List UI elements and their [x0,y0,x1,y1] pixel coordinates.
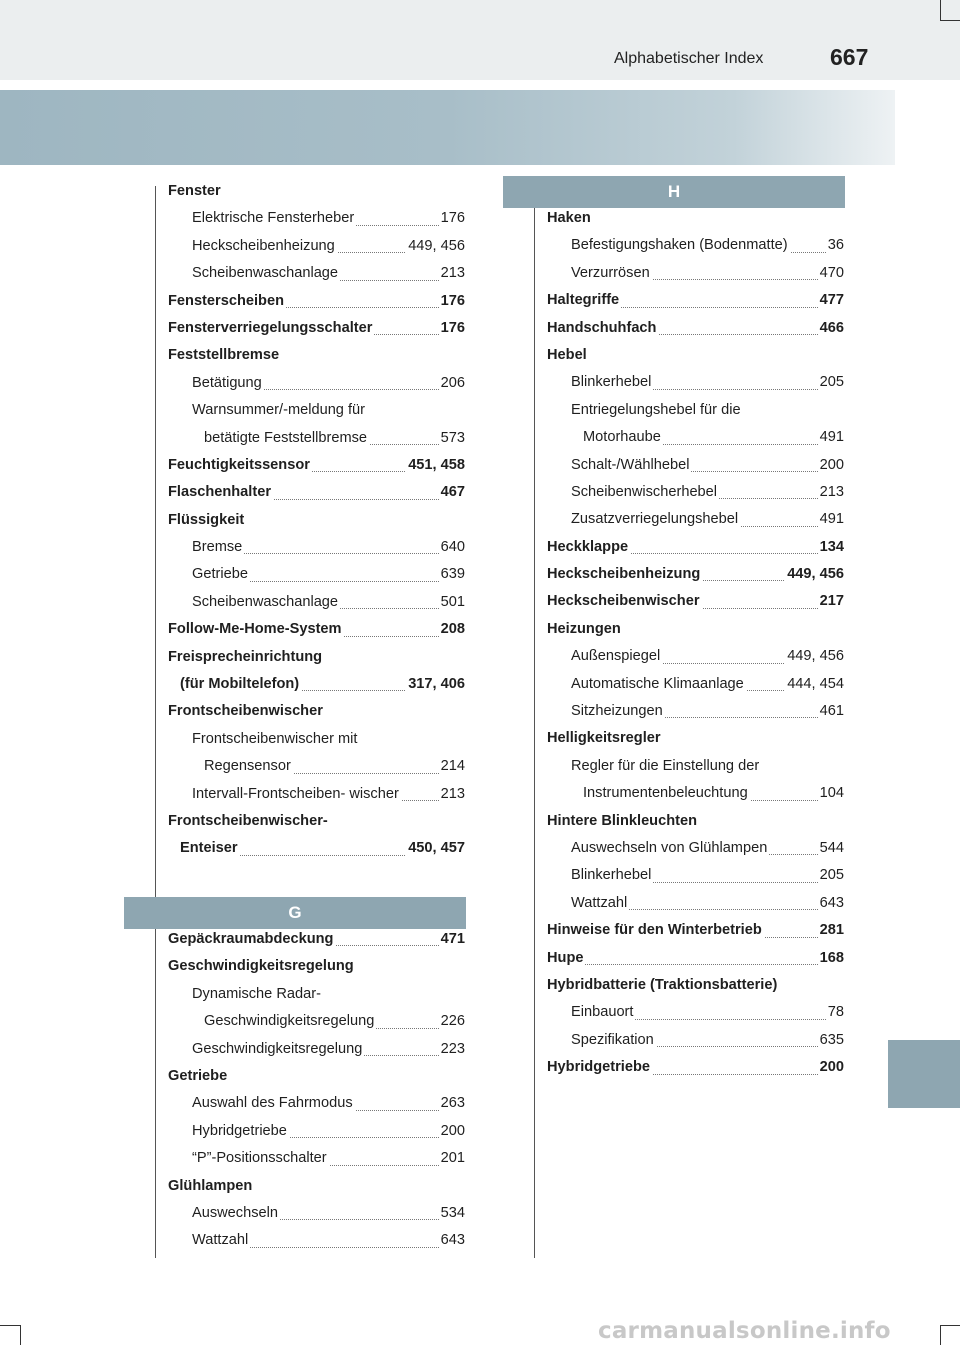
index-entry-page: 168 [819,949,844,966]
index-entry-term: Hinweise für den Winterbetrieb [547,922,762,939]
watermark-text: carmanualsonline.info [598,1318,891,1344]
index-entry-term: Geschwindigkeitsregelung [168,958,354,975]
index-entry [571,398,844,425]
index-entry [192,1091,465,1118]
index-entry [168,316,465,343]
index-entry-term: Auswechseln [192,1204,278,1221]
index-entry-page: 214 [440,758,465,775]
index-entry-term: Heizungen [547,620,621,637]
index-entry-term: Blinkerhebel [571,374,652,391]
index-entry [168,617,465,644]
index-entry-page: 461 [819,703,844,720]
index-entry-page: 471 [440,931,465,947]
index-entry-term: Scheibenwischerhebel [571,483,718,500]
index-entry [168,699,465,726]
index-entry-term: Fenster [168,183,221,199]
index-entry-term: Getriebe [168,1067,228,1084]
index-entry [192,1228,465,1255]
index-entry-term: Auswechseln von Glühlampen [571,839,768,856]
index-entry-page: 640 [440,539,465,556]
section-letter-h: H [503,176,845,208]
index-entry-term: Feststellbremse [168,347,280,364]
index-entry-term: Frontscheibenwischer [168,703,323,720]
index-entry-term: Wattzahl [571,894,628,911]
index-entry-term: Freisprecheinrichtung [168,648,323,665]
index-entry-term: Handschuhfach [547,319,657,336]
index-entry [547,918,844,945]
index-entry [571,1028,844,1055]
index-entry-page: 470 [819,264,844,281]
index-entry [583,425,844,452]
index-entry [168,954,465,981]
index-entry-page: 643 [819,894,844,911]
index-entry-term: Schalt-/Wählhebel [571,456,690,473]
index-entry [168,1174,465,1201]
index-entry [571,672,844,699]
index-entry [547,343,844,370]
index-entry-page: 208 [440,621,465,638]
index-entry [547,726,844,753]
index-entry [168,809,465,836]
index-entry-term: Motorhaube [583,429,661,446]
index-entry [583,781,844,808]
index-entry-page: 467 [440,484,465,501]
index-entry-term: Geschwindigkeitsregelung [192,1040,363,1057]
index-entry-page: 213 [819,483,844,500]
index-entry [204,1009,465,1036]
index-entry-page: 643 [440,1232,465,1249]
index-entry [571,1000,844,1027]
index-entry [192,590,465,617]
index-entry-term: Follow-Me-Home-System [168,621,342,638]
index-entry [168,1064,465,1091]
index-entry [571,261,844,288]
index-entry-page: 200 [440,1122,465,1139]
index-entry-term: Blinkerhebel [571,867,652,884]
index-entry [168,453,465,480]
index-entry-page: 635 [819,1031,844,1048]
index-entry-term: Glühlampen [168,1177,253,1194]
index-entry-page: 317, 406 [408,676,465,693]
index-entry [571,863,844,890]
index-entry [571,480,844,507]
index-entry-page: 205 [819,867,844,884]
index-entry-page: 544 [819,839,844,856]
index-entry-term: Bremse [192,539,243,556]
index-entry [192,1146,465,1173]
index-entry-term: Außenspiegel [571,648,661,665]
crop-mark [940,1325,960,1326]
index-entry-term: Heckklappe [547,538,629,555]
index-entry [547,589,844,616]
crop-mark [940,20,960,21]
index-entry-term: Heckscheibenheizung [547,566,701,583]
index-entry [192,1201,465,1228]
index-entry-page: 466 [819,319,844,336]
index-entry [168,645,465,672]
index-entry-term: Fensterscheiben [168,292,284,309]
index-entry-term: Hybridgetriebe [547,1059,650,1076]
index-entry-term: Flüssigkeit [168,511,245,528]
index-entry-page: 449, 456 [787,648,844,665]
index-entry [547,288,844,315]
index-entry [571,507,844,534]
index-entry-page: 223 [440,1040,465,1057]
index-entry-term: Befestigungshaken (Bodenmatte) [571,237,788,254]
index-entry-term: Getriebe [192,566,248,583]
index-entry [547,316,844,343]
index-entry-term: Hybridbatterie (Traktionsbatterie) [547,976,778,993]
index-entry-page: 263 [440,1095,465,1112]
index-entry-page: 206 [440,374,465,391]
index-entry-term: Flaschenhalter [168,484,272,501]
index-entry-term: Frontscheibenwischer mit [192,730,358,747]
index-entry-term: Sitzheizungen [571,703,663,720]
index-entry [547,206,844,233]
index-entry [192,371,465,398]
index-entry-page: 491 [819,511,844,528]
index-entry [192,727,465,754]
index-entry-term: Fensterverriegelungsschalter [168,319,373,336]
index-entry-page: 36 [827,237,844,254]
index-entry-page: 451, 458 [408,456,465,473]
index-entry [192,562,465,589]
index-entry-page: 205 [819,374,844,391]
dot-leader [547,964,844,965]
index-entry [547,562,844,589]
index-entry [168,480,465,507]
index-entry-page: 449, 456 [787,566,844,583]
index-entry-page: 176 [440,292,465,309]
index-entry [192,206,465,233]
index-entry [571,233,844,260]
index-entry-term: Elektrische Fensterheber [192,210,355,227]
index-entry [547,1055,844,1082]
index-entry-term: Frontscheibenwischer- [168,812,328,829]
index-entry-term: Enteiser [180,840,238,857]
index-entry [192,1119,465,1146]
index-entry-page: 201 [440,1150,465,1167]
index-entry-page: 573 [440,429,465,446]
index-entry [192,535,465,562]
index-entry [571,370,844,397]
index-entry-term: Haken [547,210,591,226]
index-entry [192,234,465,261]
index-entry [204,754,465,781]
crop-mark [940,0,941,20]
index-entry-page: 78 [827,1004,844,1021]
index-entry [571,836,844,863]
index-entry [180,672,465,699]
crop-mark [940,1325,941,1345]
crop-mark [20,1325,21,1345]
index-entry-page: 491 [819,429,844,446]
index-entry-page: 176 [440,319,465,336]
index-entry-page: 450, 457 [408,840,465,857]
index-entry-term: Betätigung [192,374,262,391]
index-entry-page: 134 [819,538,844,555]
index-entry-term: Heckscheibenheizung [192,237,335,254]
left-column-rule [155,186,156,1258]
index-entry-term: Hupe [547,949,584,966]
index-entry [204,426,465,453]
index-entry-term: Haltegriffe [547,292,620,309]
index-entry-term: Regensensor [204,758,291,775]
index-entry-page: 200 [819,456,844,473]
index-entry-term: Hintere Blinkleuchten [547,812,698,829]
index-entry-term: Scheibenwaschanlage [192,265,339,282]
index-entry [180,836,465,863]
header-band [0,0,960,80]
index-entry [547,617,844,644]
index-entry-term: Auswahl des Fahrmodus [192,1095,353,1112]
index-entry-page: 449, 456 [408,237,465,254]
index-entry-term: Einbauort [571,1004,634,1021]
index-entry-term: Intervall-Frontscheiben- wischer [192,785,399,802]
index-entry-term: Heckscheibenwischer [547,593,700,610]
index-entry-term: Zusatzverriegelungshebel [571,511,739,528]
index-entry [192,1037,465,1064]
index-entry-term: betätigte Feststellbremse [204,429,368,446]
index-entry [547,535,844,562]
index-entry-term: Spezifikation [571,1031,654,1048]
index-entry [571,644,844,671]
index-entry-page: 501 [440,593,465,610]
section-banner [0,90,895,165]
index-entry-term: Instrumentenbeleuchtung [583,785,748,802]
index-entry-page: 213 [440,265,465,282]
index-entry [571,699,844,726]
index-entry [571,891,844,918]
index-column-left-g [168,927,465,1256]
index-entry-term: Wattzahl [192,1232,249,1249]
index-entry-page: 213 [440,785,465,802]
index-entry [192,398,465,425]
index-entry [547,973,844,1000]
index-entry-term: (für Mobiltelefon) [180,676,300,693]
index-entry-term: Regler für die Einstellung der [571,757,760,774]
page-number: 667 [830,44,869,70]
right-column-rule [534,186,535,1258]
index-entry-page: 477 [819,292,844,309]
index-entry-page: 639 [440,566,465,583]
index-column-right-h [547,206,844,1083]
index-entry [547,946,844,973]
chapter-tab [888,1040,960,1108]
index-entry-term: Hybridgetriebe [192,1122,287,1139]
index-entry-term: Feuchtigkeitssensor [168,456,310,473]
index-entry-term: Warnsummer/-meldung für [192,402,366,419]
index-entry-term: Helligkeitsregler [547,730,661,747]
index-entry [571,754,844,781]
index-entry-page: 176 [440,210,465,227]
index-entry-term: “P”-Positionsschalter [192,1150,327,1167]
index-entry [168,343,465,370]
index-entry-page: 104 [819,785,844,802]
index-entry-term: Automatische Klimaanlage [571,675,744,692]
index-entry-page: 444, 454 [787,675,844,692]
index-entry-term: Verzurrösen [571,264,650,281]
index-entry [547,809,844,836]
index-column-left-f [168,179,465,864]
index-entry-term: Hebel [547,346,587,363]
index-entry-page: 534 [440,1204,465,1221]
index-entry-term: Scheibenwaschanlage [192,593,339,610]
index-entry [168,289,465,316]
index-entry-page: 200 [819,1059,844,1076]
index-entry-term: Gepäckraumabdeckung [168,931,334,947]
index-entry [168,927,465,954]
index-entry-page: 226 [440,1013,465,1030]
index-entry [192,261,465,288]
crop-mark [0,1325,20,1326]
index-entry [571,453,844,480]
index-entry [192,982,465,1009]
section-letter-g: G [124,897,466,929]
index-entry-term: Entriegelungshebel für die [571,401,741,418]
index-entry-term: Dynamische Radar- [192,985,321,1002]
index-entry [168,179,465,206]
page-header-title: Alphabetischer Index [614,50,764,67]
index-entry-page: 217 [819,593,844,610]
index-entry-term: Geschwindigkeitsregelung [204,1013,375,1030]
index-entry-page: 281 [819,922,844,939]
index-entry [192,782,465,809]
index-entry [168,508,465,535]
